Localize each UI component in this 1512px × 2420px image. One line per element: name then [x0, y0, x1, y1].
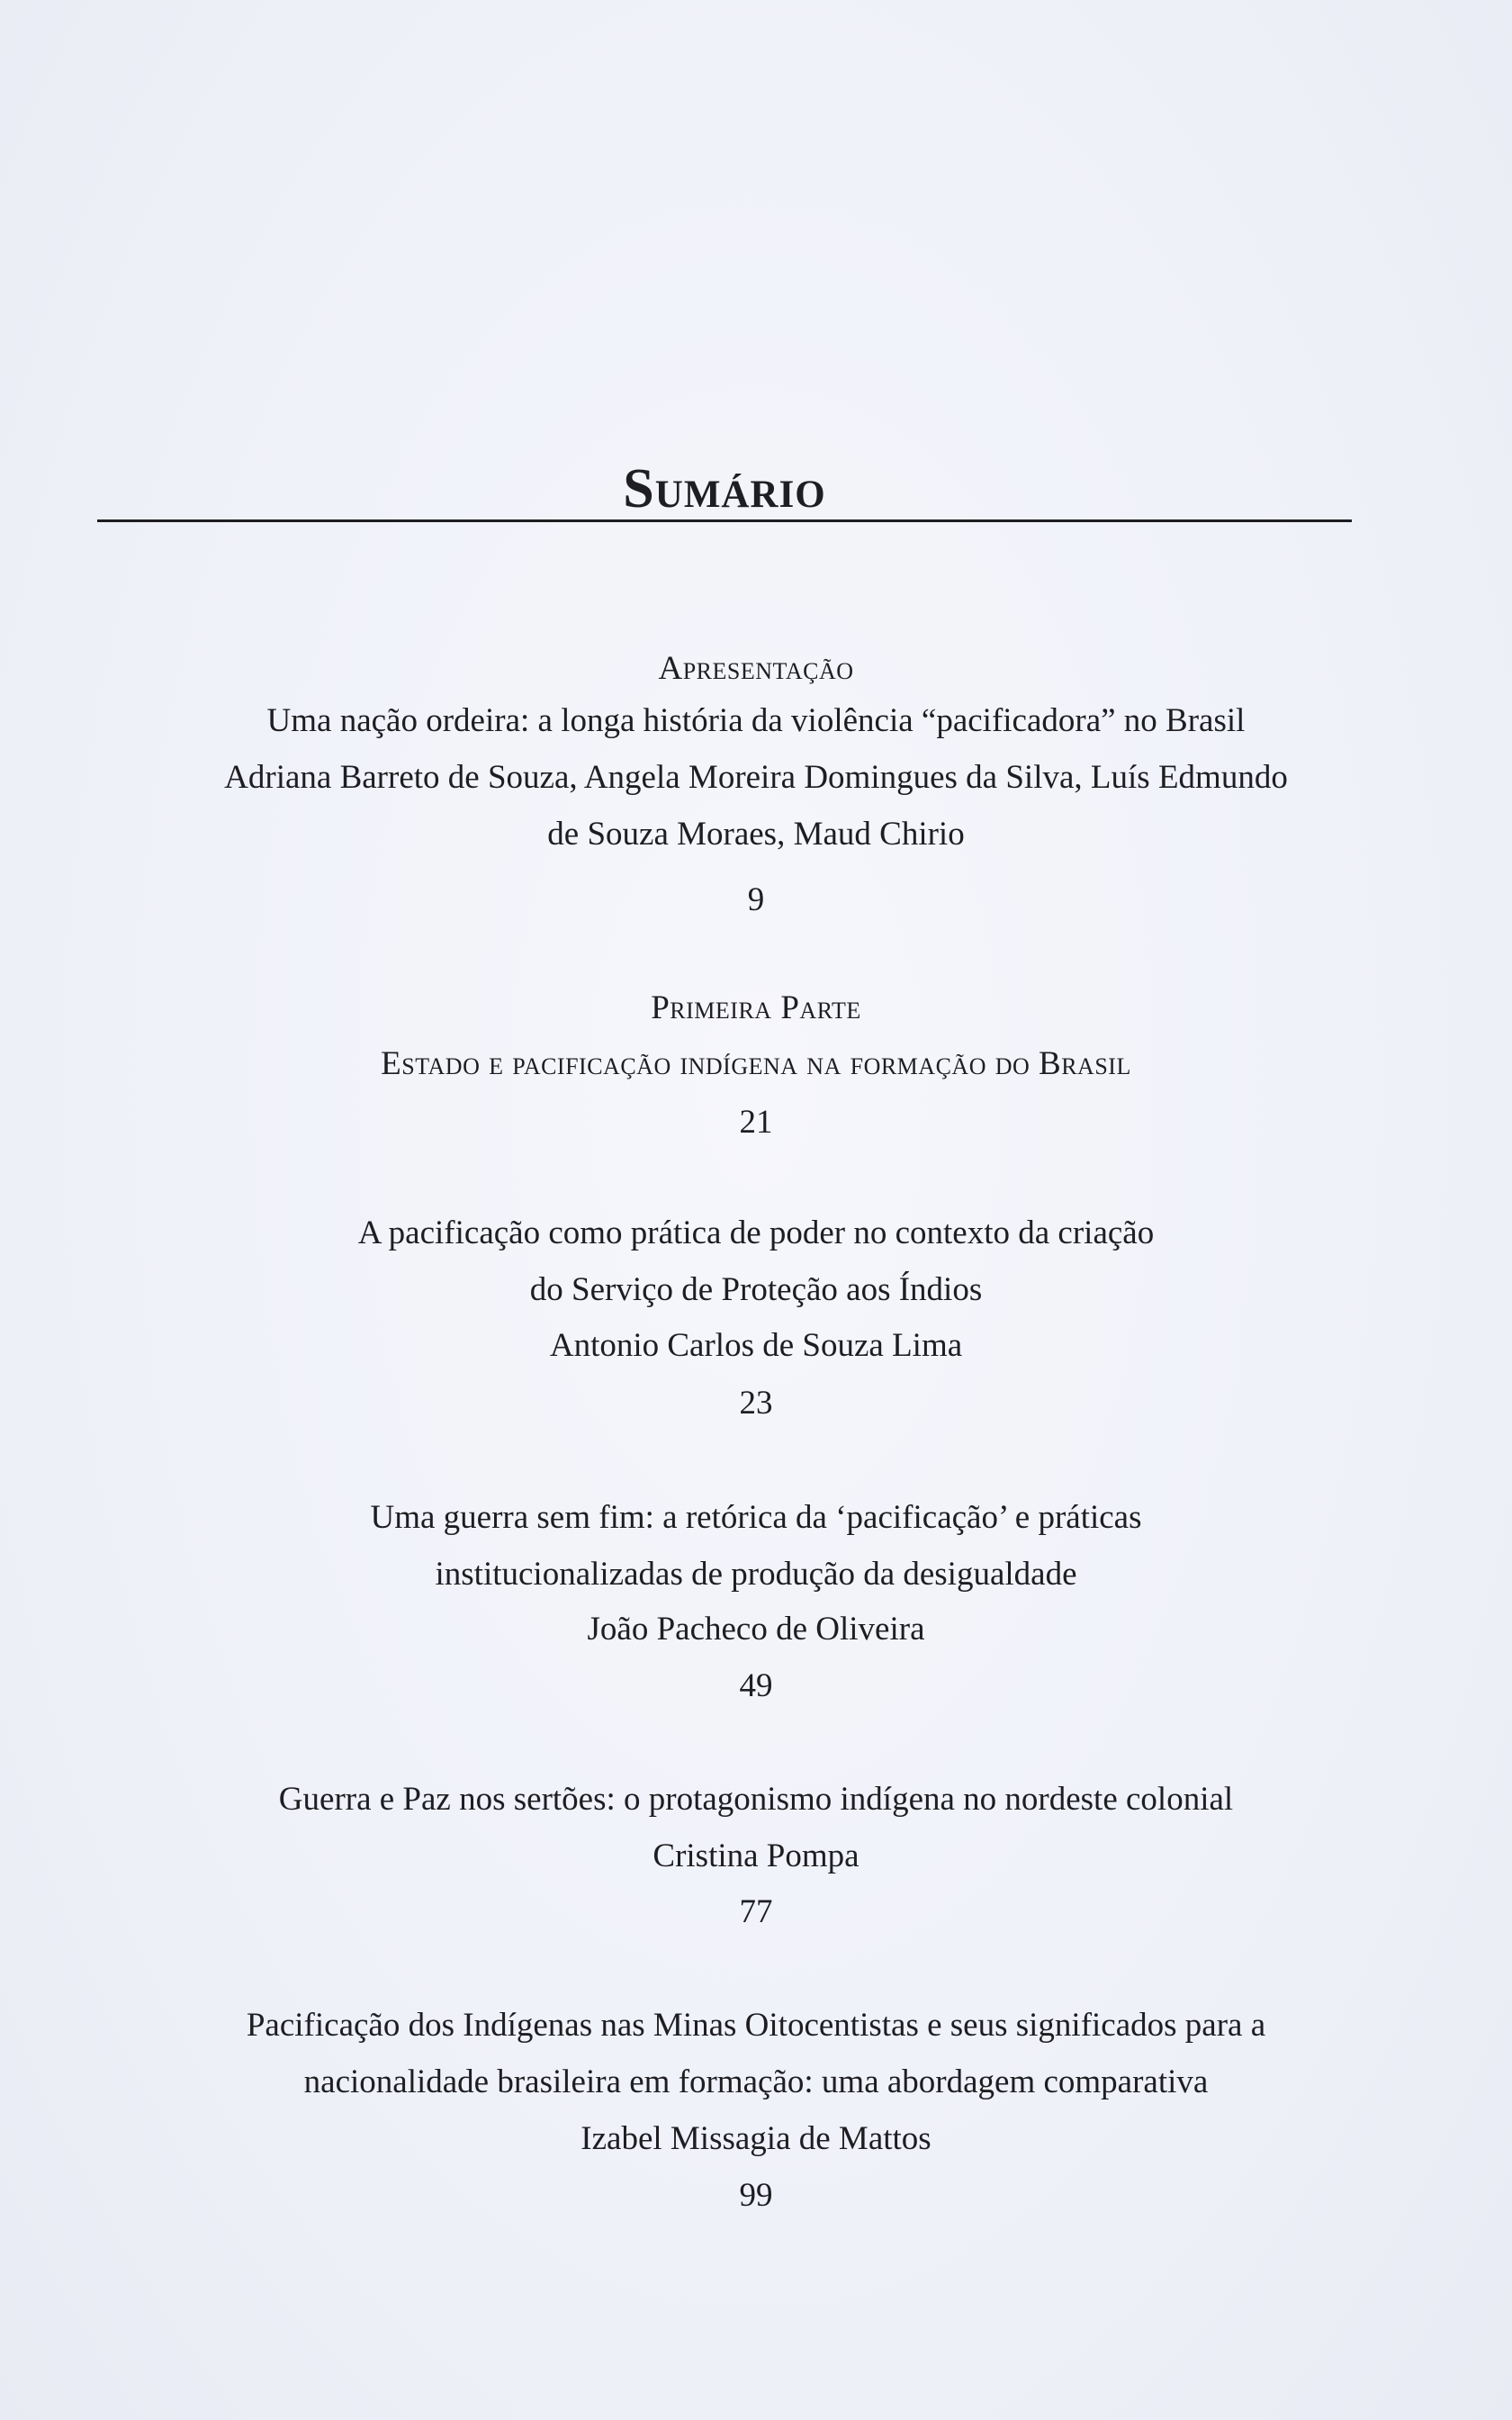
- toc-entry-page: 23: [739, 1385, 773, 1422]
- toc-entry-authors: Cristina Pompa: [652, 1838, 860, 1874]
- toc-entry-title: nacionalidade brasileira em formação: uma abordagem comparativa: [303, 2063, 1209, 2100]
- toc-entry-page: 49: [739, 1667, 773, 1704]
- toc-entry-title: do Serviço de Proteção aos Índios: [529, 1271, 983, 1308]
- toc-entry-title: Pacificação dos Indígenas nas Minas Oitocentistas e seus significados para a: [246, 2007, 1266, 2044]
- toc-entry-title: Uma guerra sem fim: a retórica da ‘pacificação’ e práticas: [370, 1499, 1142, 1536]
- page-title: Sumário: [623, 458, 826, 519]
- page-heading: [97, 457, 1352, 522]
- title-rule: [97, 519, 1352, 522]
- toc-entry-page: 9: [747, 881, 765, 918]
- toc-entry-authors: Izabel Missagia de Mattos: [580, 2120, 932, 2157]
- toc-entry-title: Guerra e Paz nos sertões: o protagonismo indígena no nordeste colonial: [278, 1781, 1234, 1818]
- toc-entry-authors: Antonio Carlos de Souza Lima: [549, 1327, 963, 1364]
- toc-entry-authors: Adriana Barreto de Souza, Angela Moreira Domingues da Silva, Luís Edmundo: [224, 759, 1288, 796]
- toc-entry-title: A pacificação como prática de poder no contexto da criação: [357, 1215, 1155, 1251]
- toc-entry-title: Uma nação ordeira: a longa história da violência “pacificadora” no Brasil: [266, 702, 1246, 739]
- toc-entry-authors: de Souza Moraes, Maud Chirio: [547, 816, 965, 853]
- section-label-apresentacao: Apresentação: [658, 650, 854, 687]
- toc-entry-page: 21: [739, 1104, 773, 1141]
- part-label: Primeira Parte: [651, 989, 861, 1026]
- toc-entry-title: institucionalizadas de produção da desigualdade: [435, 1556, 1077, 1593]
- toc-entry-authors: João Pacheco de Oliveira: [587, 1611, 925, 1648]
- toc-entry-page: 77: [739, 1893, 773, 1930]
- toc-entry-page: 99: [739, 2177, 773, 2214]
- part-subtitle: Estado e pacificação indígena na formação do Brasil: [381, 1045, 1131, 1082]
